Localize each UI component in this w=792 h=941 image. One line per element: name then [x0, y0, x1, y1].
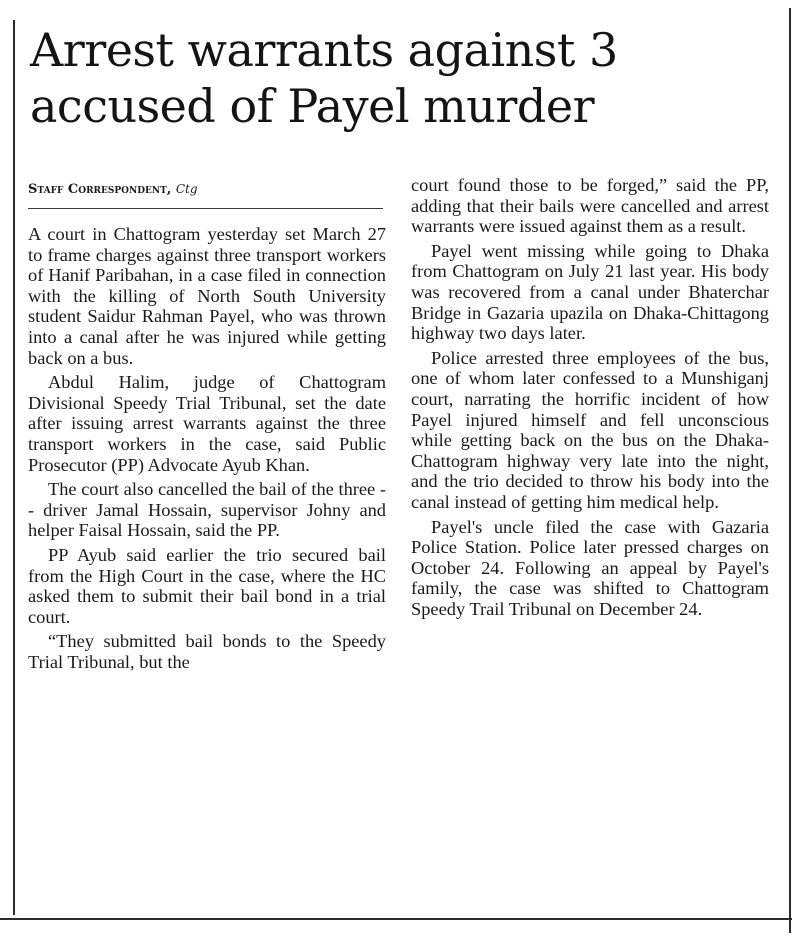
- article-column-right: [411, 175, 769, 623]
- article-column-left: [28, 224, 386, 676]
- byline-author: Staff Correspondent,: [28, 182, 172, 197]
- paragraph: Payel went missing while going to Dhaka from Chattogram on July 21 last year. His body was recovered from a canal under Bhaterchar Bridge in Gazaria upazila on Dhaka-Chittagong highway two days later.: [411, 240, 769, 344]
- paragraph: “They submitted bail bonds to the Speedy Trial Tribunal, but the: [28, 631, 386, 672]
- paragraph: A court in Chattogram yesterday set March 27 to frame charges against three transport workers of Hanif Paribahan, in a case filed in connection with the killing of North South University student Saidur Rahman Payel, who was thrown into a canal after he was injured while getting back on a bus.: [28, 224, 386, 368]
- paragraph: Police arrested three employees of the bus, one of whom later confessed to a Munshiganj court, narrating the horrific incident of how Payel injured himself and fell unconscious while getting back on the bus on the Dhaka-Chattogram highway very late into the night, and the trio decided to throw his body into the canal instead of getting him medical help.: [411, 347, 769, 512]
- headline-line-1: Arrest warrants against 3: [30, 23, 618, 77]
- paragraph: Payel's uncle filed the case with Gazaria Police Station. Police later pressed charges on October 24. Following an appeal by Payel's family, the case was shifted to Chattogram Speedy Trail Tribunal on December 24.: [411, 516, 769, 619]
- headline: [30, 22, 780, 134]
- paragraph: court found those to be forged,” said the PP, adding that their bails were cancelled and arrest warrants were issued against them as a result.: [411, 175, 769, 237]
- headline-line-2: accused of Payel murder: [30, 79, 595, 133]
- paragraph: The court also cancelled the bail of the three -- driver Jamal Hossain, supervisor Johny and helper Faisal Hossain, said the PP.: [28, 479, 386, 541]
- byline-divider: [28, 208, 383, 209]
- byline: [28, 180, 383, 199]
- left-border-rule: [13, 20, 15, 915]
- paragraph: Abdul Halim, judge of Chattogram Divisional Speedy Trial Tribunal, set the date after issuing arrest warrants against the three transport workers in the case, said Public Prosecutor (PP) Advocate Ayub Khan.: [28, 372, 386, 475]
- bottom-border-rule: [0, 918, 792, 920]
- paragraph: PP Ayub said earlier the trio secured bail from the High Court in the case, where the HC asked them to submit their bail bond in a trial court.: [28, 544, 386, 627]
- right-border-rule: [789, 8, 791, 933]
- byline-location: Ctg: [175, 182, 198, 196]
